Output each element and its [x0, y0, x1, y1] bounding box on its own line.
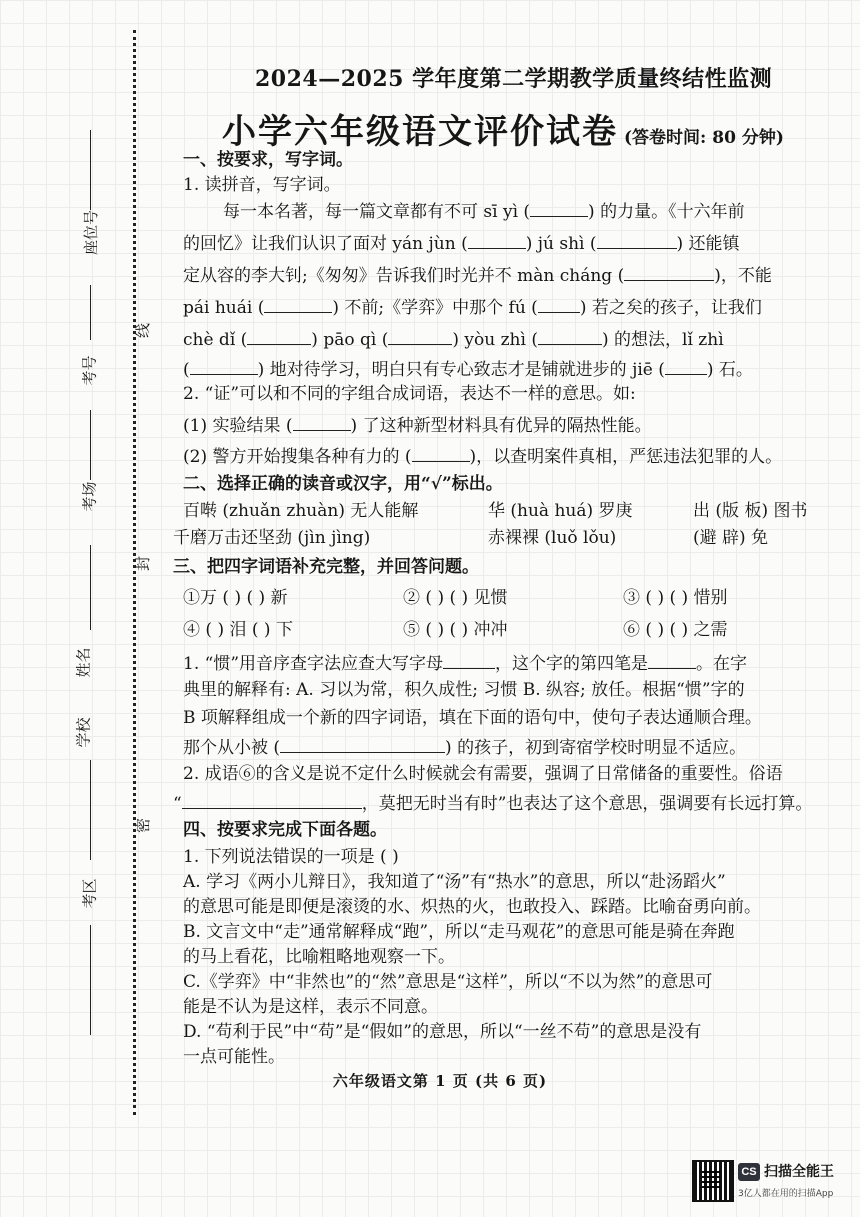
text: ) 的孩子，初到寄宿学校时明显不适应。 — [445, 738, 747, 758]
school-line — [90, 760, 91, 860]
s3-q2-line-1: 2. 成语⑥的含义是说不定什么时候就会有需要，强调了日常储备的重要性。俗语 — [183, 764, 783, 784]
s2-row-2-item-1[interactable]: 千磨万击还坚劲 (jìn jìng) — [173, 528, 371, 548]
answer-blank[interactable] — [280, 734, 445, 753]
section-4-title: 四、按要求完成下面各题。 — [183, 820, 387, 840]
answer-blank[interactable] — [530, 198, 588, 217]
section-1-title: 一、按要求，写字词。 — [183, 150, 353, 170]
district-line — [90, 925, 91, 1035]
option-d-line-2: 一点可能性。 — [183, 1047, 285, 1067]
text: 每一本名著，每一篇文章都有不可 sī yì ( — [223, 202, 531, 222]
s1-pinyin-line-3 — [183, 262, 772, 288]
s1-pinyin-line-4 — [183, 294, 762, 320]
exam-no-line — [90, 285, 91, 340]
text: 定从容的李大钊;《匆匆》告诉我们时光并不 màn cháng ( — [183, 266, 625, 286]
s3-q1-line-4 — [183, 734, 746, 760]
text: ) 石。 — [706, 360, 753, 380]
text: ，这个字的第四笔是 — [495, 654, 649, 674]
exam-title-main: 小学六年级语文评价试卷 — [222, 112, 618, 152]
s2-row-2-item-2[interactable]: 赤裸裸 (luǒ lǒu) — [488, 528, 617, 548]
district-label: 考区 — [80, 878, 99, 909]
text: (1) 实验结果 ( — [183, 416, 293, 436]
s1-pinyin-line-1 — [223, 198, 745, 224]
option-c-line-2: 能是不认为是这样，表示不同意。 — [183, 997, 438, 1017]
option-b-line-1[interactable]: B. 文言文中“走”通常解释成“跑”，所以“走马观花”的意思可能是骑在奔跑 — [183, 922, 735, 942]
binding-dotted-line — [133, 30, 136, 1115]
text: (2) 警方开始搜集各种有力的 ( — [183, 447, 412, 467]
text: ，莫把无时当有时”也表达了这个意思，强调要有长远打算。 — [361, 794, 813, 814]
idiom-2[interactable]: ② ( ) ( ) 见惯 — [403, 588, 508, 608]
text: ) 的想法，lǐ zhì — [601, 330, 724, 350]
text: )，不能 — [714, 266, 772, 286]
page-footer: 六年级语文第 1 页 (共 6 页) — [332, 1072, 548, 1090]
answer-blank[interactable] — [538, 294, 580, 313]
section-2-title: 二、选择正确的读音或汉字，用“√”标出。 — [183, 474, 503, 494]
option-b-line-2: 的马上看花，比喻粗略地观察一下。 — [183, 947, 455, 967]
answer-blank[interactable] — [412, 443, 470, 462]
s2-row-1-item-3[interactable]: 出 (版 板) 图书 — [693, 501, 808, 521]
room-line — [90, 410, 91, 480]
answer-blank[interactable] — [538, 326, 602, 345]
seal-word-xian: 线 — [134, 322, 153, 339]
seal-word-mi: 密 — [134, 817, 153, 834]
option-a-line-2: 的意思可能是即便是滚烫的水、炽热的火，也敢投入、踩踏。比喻奋勇向前。 — [183, 897, 761, 917]
answer-blank[interactable] — [648, 650, 696, 669]
school-label: 学校 — [74, 717, 93, 748]
text: ) 地对待学习，明白只有专心致志才是铺就进步的 jiē ( — [257, 360, 665, 380]
answer-blank[interactable] — [624, 262, 714, 281]
exam-no-label: 考号 — [80, 355, 99, 386]
section-3-title: 三、把四字词语补充完整，并回答问题。 — [173, 557, 479, 577]
text: ) yòu zhì ( — [452, 330, 538, 350]
text: ) 不前;《学弈》中那个 fú ( — [332, 298, 538, 318]
exam-header: 2024—2025 学年度第二学期教学质量终结性监测 — [255, 66, 773, 92]
name-line — [90, 545, 91, 630]
s3-q1-line-2: 典里的解释有: A. 习以为常，积久成性; 习惯 B. 纵容; 放任。根据“惯”字的 — [183, 680, 745, 700]
exam-time: (答卷时间: 80 分钟) — [624, 128, 784, 148]
seat-label: 座位号 — [82, 209, 101, 256]
answer-blank[interactable] — [468, 230, 526, 249]
answer-blank[interactable] — [190, 356, 258, 375]
s2-row-2-item-3[interactable]: (避 辟) 免 — [693, 528, 769, 548]
text: “ — [173, 794, 182, 814]
text: ) 了这种新型材料具有优异的隔热性能。 — [350, 416, 652, 436]
idiom-1[interactable]: ①万 ( ) ( ) 新 — [183, 588, 288, 608]
s1-pinyin-line-6 — [183, 356, 753, 382]
s3-q1-line-1 — [183, 650, 747, 676]
qr-code-icon — [692, 1160, 734, 1202]
seat-line — [90, 130, 91, 210]
text: 的回忆》让我们认识了面对 yán jùn ( — [183, 234, 468, 254]
s3-q1-line-3: B 项解释组成一个新的四字词语，填在下面的语句中，使句子表达通顺合理。 — [183, 708, 762, 728]
answer-blank[interactable] — [443, 650, 495, 669]
room-label: 考场 — [80, 481, 99, 512]
answer-blank[interactable] — [264, 294, 332, 313]
s2-row-1-item-2[interactable]: 华 (huà huá) 罗庚 — [488, 501, 633, 521]
seal-word-feng: 封 — [134, 555, 153, 572]
idiom-3[interactable]: ③ ( ) ( ) 惜别 — [623, 588, 728, 608]
text: 。在字 — [696, 654, 748, 674]
s3-q2-line-2 — [173, 790, 812, 816]
s1-pinyin-line-5 — [183, 326, 724, 352]
s2-row-1-item-1[interactable]: 百啭 (zhuǎn zhuàn) 无人能解 — [183, 501, 419, 521]
text: ) jú shì ( — [525, 234, 597, 254]
s1-q2: 2. “证”可以和不同的字组合成词语，表达不一样的意思。如: — [183, 384, 636, 404]
answer-blank[interactable] — [665, 356, 707, 375]
exam-title — [222, 104, 784, 153]
text: pái huái ( — [183, 298, 265, 318]
text: ) 的力量。《十六年前 — [588, 202, 745, 222]
name-label: 姓名 — [74, 647, 93, 678]
option-d-line-1[interactable]: D. “苟利于民”中“苟”是“假如”的意思，所以“一丝不苟”的意思是没有 — [183, 1022, 702, 1042]
text: 那个从小被 ( — [183, 738, 281, 758]
camscanner-tagline: 3亿人都在用的扫描App — [738, 1189, 834, 1199]
text: ) pāo qì ( — [311, 330, 389, 350]
answer-blank[interactable] — [182, 790, 362, 809]
answer-blank[interactable] — [388, 326, 452, 345]
option-a-line-1[interactable]: A. 学习《两小儿辩日》，我知道了“汤”有“热水”的意思，所以“赴汤蹈火” — [183, 872, 726, 892]
idiom-5[interactable]: ⑤ ( ) ( ) 冲冲 — [403, 620, 508, 640]
s1-pinyin-line-2 — [183, 230, 740, 256]
s1-q1-label: 1. 读拼音，写字词。 — [183, 175, 341, 195]
s1-q2-sentence-2 — [183, 443, 782, 469]
option-c-line-1[interactable]: C.《学弈》中“非然也”的“然”意思是“这样”，所以“不以为然”的意思可 — [183, 972, 713, 992]
s4-q1: 1. 下列说法错误的一项是 ( ) — [183, 847, 399, 867]
text: )，以查明案件真相，严惩违法犯罪的人。 — [469, 447, 783, 467]
text: ) 还能镇 — [676, 234, 740, 254]
idiom-6[interactable]: ⑥ ( ) ( ) 之需 — [623, 620, 728, 640]
text: chè dǐ ( — [183, 330, 248, 350]
text: ) 若之矣的孩子，让我们 — [579, 298, 762, 318]
answer-blank[interactable] — [293, 412, 351, 431]
text: 1. “惯”用音序查字法应查大写字母 — [183, 654, 444, 674]
s1-q2-sentence-1 — [183, 412, 652, 438]
idiom-4[interactable]: ④ ( ) 泪 ( ) 下 — [183, 620, 293, 640]
answer-blank[interactable] — [247, 326, 311, 345]
camscanner-name: 扫描全能王 — [764, 1164, 834, 1180]
camscanner-logo: CS — [738, 1163, 760, 1181]
answer-blank[interactable] — [597, 230, 677, 249]
text: ( — [183, 360, 190, 380]
